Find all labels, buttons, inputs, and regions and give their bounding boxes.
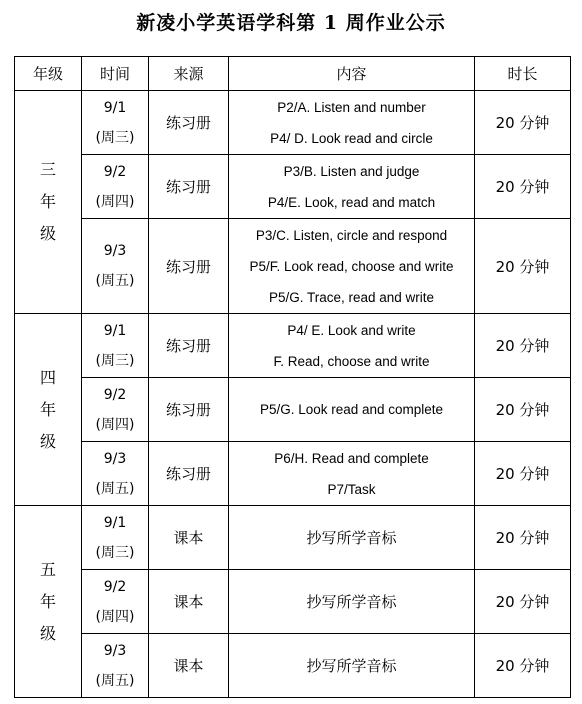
grade-label-char: 年 xyxy=(39,192,56,211)
grade-cell xyxy=(15,314,82,506)
content-line: P4/ D. Look read and circle xyxy=(270,130,433,146)
content-line: P5/F. Look read, choose and write xyxy=(249,258,454,274)
content-cell xyxy=(229,314,475,378)
content-cell: 抄写所学音标 xyxy=(229,570,475,634)
date-cell xyxy=(82,155,149,219)
header-duration: 时长 xyxy=(475,57,571,91)
grade-label-char: 年 xyxy=(39,399,56,419)
duration-cell: 20 分钟 xyxy=(475,378,571,442)
content-line: P2/A. Listen and number xyxy=(277,99,426,115)
source-cell: 练习册 xyxy=(149,219,229,314)
source-cell: 练习册 xyxy=(149,91,229,155)
header-source: 来源 xyxy=(149,57,229,91)
date-text: 9/2 xyxy=(103,578,127,595)
header-row xyxy=(15,57,571,91)
content-cell xyxy=(229,219,475,314)
content-cell xyxy=(229,442,475,506)
weekday-text: (周四) xyxy=(95,416,135,433)
weekday-text: (周三) xyxy=(95,129,135,146)
content-cell: 抄写所学音标 xyxy=(229,506,475,570)
date-text: 9/3 xyxy=(103,243,127,259)
content-cell xyxy=(229,378,475,442)
weekday-text: (周五) xyxy=(95,273,135,289)
duration-cell: 20 分钟 xyxy=(475,155,571,219)
content-line: P4/ E. Look and write xyxy=(287,322,416,338)
weekday-text: (周三) xyxy=(95,544,135,561)
duration-cell: 20 分钟 xyxy=(475,506,571,570)
header-time: 时间 xyxy=(82,57,149,91)
date-cell xyxy=(82,91,149,155)
grade-cell xyxy=(15,91,82,314)
table-row xyxy=(15,219,571,314)
date-cell xyxy=(82,378,149,442)
date-text: 9/1 xyxy=(103,322,127,339)
source-cell: 课本 xyxy=(149,506,229,570)
homework-table xyxy=(14,56,571,698)
duration-cell: 20 分钟 xyxy=(475,219,571,314)
content-line: P5/G. Look read and complete xyxy=(259,402,444,417)
table-row xyxy=(15,442,571,506)
source-cell: 练习册 xyxy=(149,155,229,219)
table-row xyxy=(15,506,571,570)
page-title: 新凌小学英语学科第 1 周作业公示 xyxy=(136,12,446,34)
table-row xyxy=(15,314,571,378)
content-line: P4/E. Look, read and match xyxy=(267,194,436,210)
grade-label-char: 级 xyxy=(39,623,56,643)
date-cell xyxy=(82,570,149,634)
source-cell: 课本 xyxy=(149,634,229,698)
date-text: 9/1 xyxy=(103,514,127,531)
weekday-text: (周四) xyxy=(95,608,135,625)
content-line: P6/H. Read and complete xyxy=(274,450,429,466)
table-row xyxy=(15,378,571,442)
grade-label-char: 三 xyxy=(39,160,56,179)
date-cell xyxy=(82,219,149,314)
source-cell: 课本 xyxy=(149,570,229,634)
source-cell: 练习册 xyxy=(149,442,229,506)
weekday-text: (周五) xyxy=(95,672,135,689)
grade-label-char: 年 xyxy=(39,591,56,611)
duration-cell: 20 分钟 xyxy=(475,314,571,378)
date-text: 9/2 xyxy=(103,386,127,403)
weekday-text: (周三) xyxy=(95,352,135,369)
content-cell xyxy=(229,91,475,155)
date-cell xyxy=(82,506,149,570)
table-row xyxy=(15,570,571,634)
content-line: P3/B. Listen and judge xyxy=(283,163,420,179)
source-cell: 练习册 xyxy=(149,314,229,378)
table-row xyxy=(15,634,571,698)
duration-cell: 20 分钟 xyxy=(475,570,571,634)
grade-label-char: 五 xyxy=(39,559,56,579)
content-cell: 抄写所学音标 xyxy=(229,634,475,698)
grade-label-char: 级 xyxy=(39,431,56,451)
duration-cell: 20 分钟 xyxy=(475,634,571,698)
grade-label-char: 四 xyxy=(39,367,56,387)
table-row xyxy=(15,91,571,155)
content-line: P5/G. Trace, read and write xyxy=(268,289,435,305)
source-cell: 练习册 xyxy=(149,378,229,442)
duration-cell: 20 分钟 xyxy=(475,442,571,506)
grade-cell xyxy=(15,506,82,698)
header-grade: 年级 xyxy=(15,57,82,91)
date-text: 9/3 xyxy=(103,642,127,659)
date-cell xyxy=(82,442,149,506)
date-cell xyxy=(82,634,149,698)
content-line: P3/C. Listen, circle and respond xyxy=(255,227,448,243)
date-text: 9/2 xyxy=(103,163,127,180)
date-text: 9/1 xyxy=(103,99,127,116)
weekday-text: (周五) xyxy=(95,480,135,497)
content-line: F. Read, choose and write xyxy=(273,353,430,369)
grade-label-char: 级 xyxy=(39,224,56,243)
table-row xyxy=(15,155,571,219)
content-cell xyxy=(229,155,475,219)
date-text: 9/3 xyxy=(103,450,127,467)
date-cell xyxy=(82,314,149,378)
duration-cell: 20 分钟 xyxy=(475,91,571,155)
header-content: 内容 xyxy=(229,57,475,91)
content-line: P7/Task xyxy=(327,481,376,497)
weekday-text: (周四) xyxy=(95,193,135,210)
